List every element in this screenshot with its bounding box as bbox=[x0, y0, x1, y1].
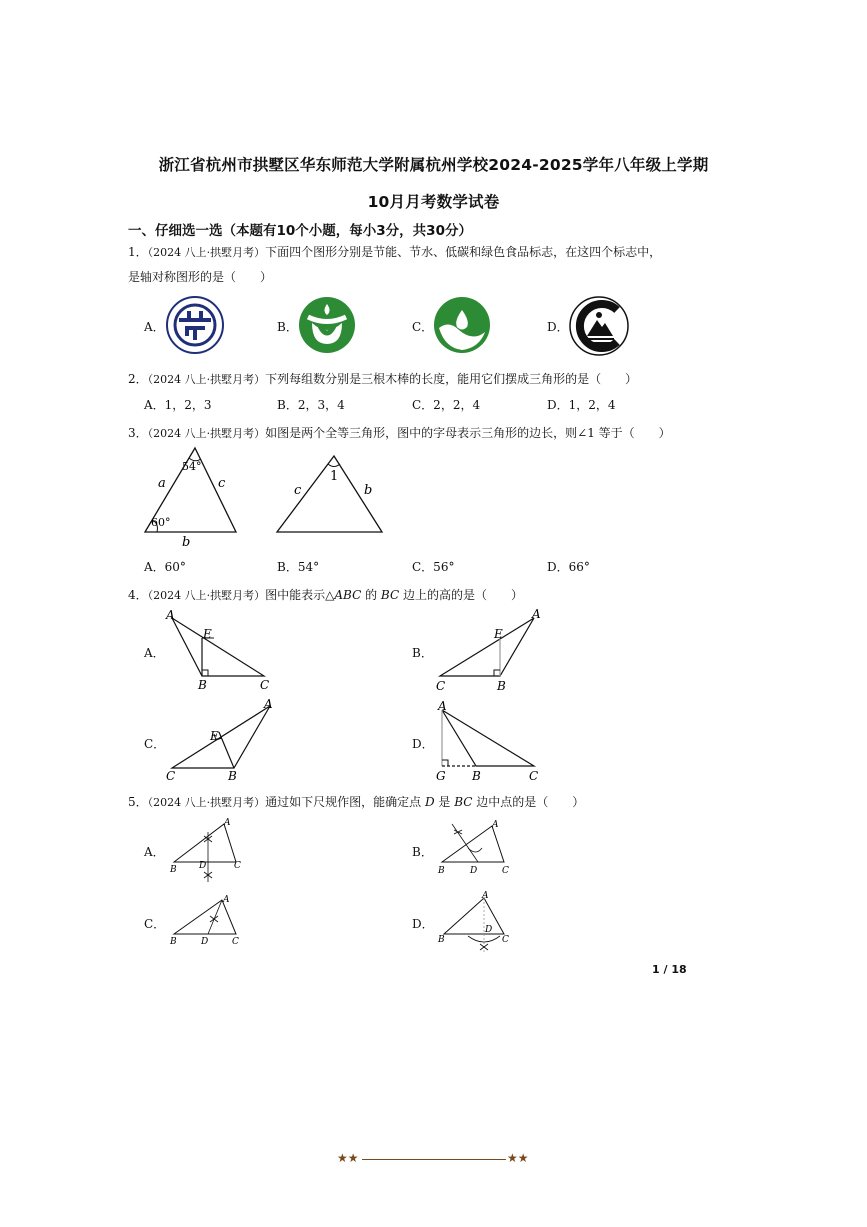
q4c-label-c: C bbox=[166, 769, 176, 783]
q5-tag: （2024 八上·拱墅月考） bbox=[147, 796, 266, 809]
q3-option-d[interactable]: D．66° bbox=[547, 560, 590, 574]
q2-option-a[interactable]: A．1，2，3 bbox=[144, 398, 212, 412]
q5d-label-b: B bbox=[438, 935, 445, 945]
q2-tag: （2024 八上·拱墅月考） bbox=[147, 373, 266, 386]
doc-title-line1: 浙江省杭州市拱墅区华东师范大学附属杭州学校2024-2025学年八年级上学期 bbox=[158, 156, 709, 174]
q5c-label-b: B bbox=[170, 937, 177, 947]
q1-option-a[interactable]: A． bbox=[144, 320, 165, 334]
q3-number: 3． bbox=[128, 426, 148, 440]
q4-text-b: 的 bbox=[361, 588, 381, 602]
q5-text-a: 通过如下尺规作图，能确定点 bbox=[265, 795, 425, 809]
q4d-label-a: A bbox=[438, 699, 447, 713]
q5a-label-c: C bbox=[234, 861, 241, 871]
q4-text-c: 边上的高的是（ ） bbox=[399, 588, 523, 602]
q4a-label-c: C bbox=[260, 678, 270, 692]
q5-option-a[interactable]: A． bbox=[144, 845, 165, 859]
q5-text-c: 边中点的是（ ） bbox=[472, 795, 585, 809]
green-food-logo bbox=[569, 296, 629, 356]
q4a-label-b: B bbox=[198, 678, 207, 692]
q2-option-c[interactable]: C．2，2，4 bbox=[412, 398, 481, 412]
q4a-label-e: E bbox=[203, 627, 212, 641]
footer-stars-left: ★★ bbox=[337, 1151, 359, 1165]
q3-triangle-2 bbox=[272, 450, 390, 540]
q5b-label-c: C bbox=[502, 866, 509, 876]
q4-option-c[interactable]: C． bbox=[144, 737, 166, 751]
q4a-label-a: A bbox=[166, 608, 175, 622]
q2-option-d[interactable]: D．1，2，4 bbox=[547, 398, 616, 412]
q5c-label-c: C bbox=[232, 937, 239, 947]
q4-option-b[interactable]: B． bbox=[412, 646, 433, 660]
q3-fig2-side-c: c bbox=[294, 483, 302, 498]
q5b-label-d: D bbox=[470, 866, 478, 876]
q1-option-b[interactable]: B． bbox=[277, 320, 298, 334]
page-number: 1 / 18 bbox=[652, 963, 687, 976]
q4-option-d[interactable]: D． bbox=[412, 737, 434, 751]
question-2 bbox=[128, 370, 637, 387]
q4c-label-b: B bbox=[228, 769, 237, 783]
q5a-label-b: B bbox=[170, 865, 177, 875]
q1-option-d[interactable]: D． bbox=[547, 320, 569, 334]
q4b-label-a: A bbox=[532, 607, 541, 621]
question-3 bbox=[128, 424, 671, 441]
energy-saving-logo bbox=[165, 295, 225, 355]
q4b-label-c: C bbox=[436, 679, 446, 692]
q4-number: 4． bbox=[128, 588, 148, 602]
q4c-label-a: A bbox=[264, 698, 273, 711]
q1-text-line2: 是轴对称图形的是（ ） bbox=[128, 270, 273, 284]
q4-text-a: 图中能表示△ bbox=[265, 588, 335, 602]
q3-fig1-side-c: c bbox=[218, 476, 226, 491]
q2-option-b[interactable]: B．2，3，4 bbox=[277, 398, 345, 412]
q3-tag: （2024 八上·拱墅月考） bbox=[147, 427, 266, 440]
q3-fig2-angle-1: 1 bbox=[330, 469, 339, 484]
q4-text-bc: BC bbox=[380, 588, 400, 602]
q4d-label-c: C bbox=[529, 769, 539, 783]
q5a-label-a: A bbox=[224, 818, 231, 828]
q5-figure-c bbox=[168, 892, 252, 950]
question-5 bbox=[128, 793, 584, 810]
q4-text-abc: ABC bbox=[334, 588, 362, 602]
q5a-label-d: D bbox=[199, 861, 207, 871]
q2-text: 下列每组数分别是三根木棒的长度，能用它们摆成三角形的是（ ） bbox=[265, 372, 638, 386]
q3-fig2-side-b: b bbox=[364, 483, 373, 498]
q4c-label-e: E bbox=[210, 729, 219, 743]
q5-figure-a bbox=[168, 816, 252, 886]
q1-number: 1． bbox=[128, 245, 148, 259]
q5-figure-b bbox=[436, 818, 520, 880]
q5b-label-b: B bbox=[438, 866, 445, 876]
q5-option-b[interactable]: B． bbox=[412, 845, 433, 859]
doc-title-line2: 10月月考数学试卷 bbox=[367, 193, 500, 211]
q5b-label-a: A bbox=[492, 820, 499, 830]
q3-fig1-bottom-angle: 60° bbox=[151, 516, 171, 529]
question-4 bbox=[128, 586, 523, 603]
q3-text: 如图是两个全等三角形，图中的字母表示三角形的边长，则∠1 等于（ ） bbox=[265, 426, 671, 440]
q5d-label-c: C bbox=[502, 935, 509, 945]
water-saving-logo bbox=[298, 296, 356, 354]
footer-stars-right: ★★ bbox=[507, 1151, 529, 1165]
q1-tag: （2024 八上·拱墅月考） bbox=[147, 246, 266, 259]
low-carbon-logo bbox=[433, 296, 491, 354]
q5-figure-d bbox=[436, 888, 522, 958]
q4b-label-b: B bbox=[497, 679, 506, 692]
q4-figure-d bbox=[432, 698, 548, 784]
q3-triangle-1 bbox=[140, 443, 250, 551]
q5d-label-d: D bbox=[485, 925, 493, 935]
q5c-label-a: A bbox=[223, 895, 230, 905]
q4d-label-b: B bbox=[472, 769, 481, 783]
q5-text-d: D bbox=[424, 795, 435, 809]
q4-figure-c bbox=[162, 698, 282, 784]
q5-number: 5． bbox=[128, 795, 148, 809]
q4d-label-g: G bbox=[436, 769, 446, 783]
q5c-label-d: D bbox=[201, 937, 209, 947]
q1-option-c[interactable]: C． bbox=[412, 320, 434, 334]
q5-option-c[interactable]: C． bbox=[144, 917, 166, 931]
q5d-label-a: A bbox=[482, 891, 489, 901]
q4-tag: （2024 八上·拱墅月考） bbox=[147, 589, 266, 602]
q5-text-bc: BC bbox=[454, 795, 473, 809]
q3-option-a[interactable]: A．60° bbox=[144, 560, 186, 574]
q3-fig1-side-b: b bbox=[182, 535, 191, 550]
section-heading: 一、仔细选一选（本题有10个小题，每小3分，共30分） bbox=[128, 223, 472, 239]
question-1 bbox=[128, 243, 661, 260]
q5-text-b: 是 bbox=[434, 795, 455, 809]
q4b-label-e: E bbox=[494, 627, 503, 641]
q1-text: 下面四个图形分别是节能、节水、低碳和绿色食品标志，在这四个标志中， bbox=[265, 245, 662, 259]
q2-number: 2． bbox=[128, 372, 148, 386]
q3-option-c[interactable]: C．56° bbox=[412, 560, 455, 574]
q3-option-b[interactable]: B．54° bbox=[277, 560, 320, 574]
q5-option-d[interactable]: D． bbox=[412, 917, 434, 931]
q4-figure-b bbox=[428, 606, 548, 692]
footer-divider bbox=[362, 1159, 506, 1160]
q3-fig1-side-a: a bbox=[158, 476, 166, 491]
q3-fig1-top-angle: 54° bbox=[182, 460, 202, 473]
q4-figure-a bbox=[160, 608, 280, 692]
q4-option-a[interactable]: A． bbox=[144, 646, 165, 660]
